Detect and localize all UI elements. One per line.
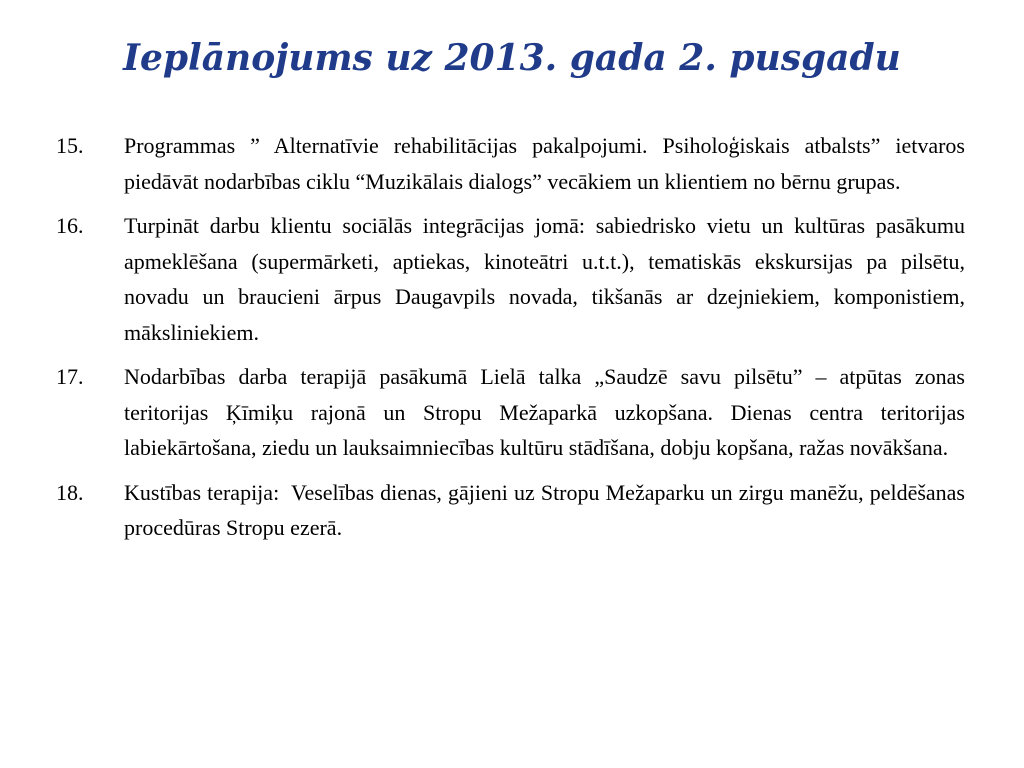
list-item-text: Turpināt darbu klientu sociālās integrācijas jomā: sabiedrisko vietu un kultūras pasākumu apmeklēšana (supermārketi, aptiekas, kinoteātri u.t.t.), tematiskās ekskursijas pa pilsētu, novadu un braucieni ārpus Daugavpils novada, tikšanās ar dzejniekiem, komponistiem, māksliniekiem. xyxy=(124,213,971,345)
list-item-text: Nodarbības darba terapijā pasākumā Lielā talka „Saudzē savu pilsētu” – atpūtas zonas teritorijas Ķīmiķu rajonā un Stropu Mežaparkā uzkopšana. Dienas centra teritorijas labiekārtošana, ziedu un lauksaimniecības kultūru stādīšana, dobju kopšana, ražas novākšana. xyxy=(124,364,971,460)
list-item xyxy=(56,208,971,350)
list-item xyxy=(56,128,971,199)
list-item xyxy=(56,359,971,466)
list-item-number: 16. xyxy=(56,213,84,238)
list-item-number: 17. xyxy=(56,364,84,389)
list-item-number: 15. xyxy=(56,133,84,158)
list-item-text: Programmas ” Alternatīvie rehabilitācijas pakalpojumi. Psiholoģiskais atbalsts” ietvaros piedāvāt nodarbības ciklu “Muzikālais dialogs” vecākiem un klientiem no bērnu grupas. xyxy=(124,133,971,194)
slide-title: Ieplānojums uz 2013. gada 2. pusgadu xyxy=(123,37,901,79)
list-item xyxy=(56,475,971,546)
list-item-number: 18. xyxy=(56,479,84,505)
list-item-text: Kustības terapija: Veselības dienas, gājieni uz Stropu Mežaparku un zirgu manēžu, peldēšanas procedūras Stropu ezerā. xyxy=(124,479,971,540)
numbered-list xyxy=(56,128,971,555)
